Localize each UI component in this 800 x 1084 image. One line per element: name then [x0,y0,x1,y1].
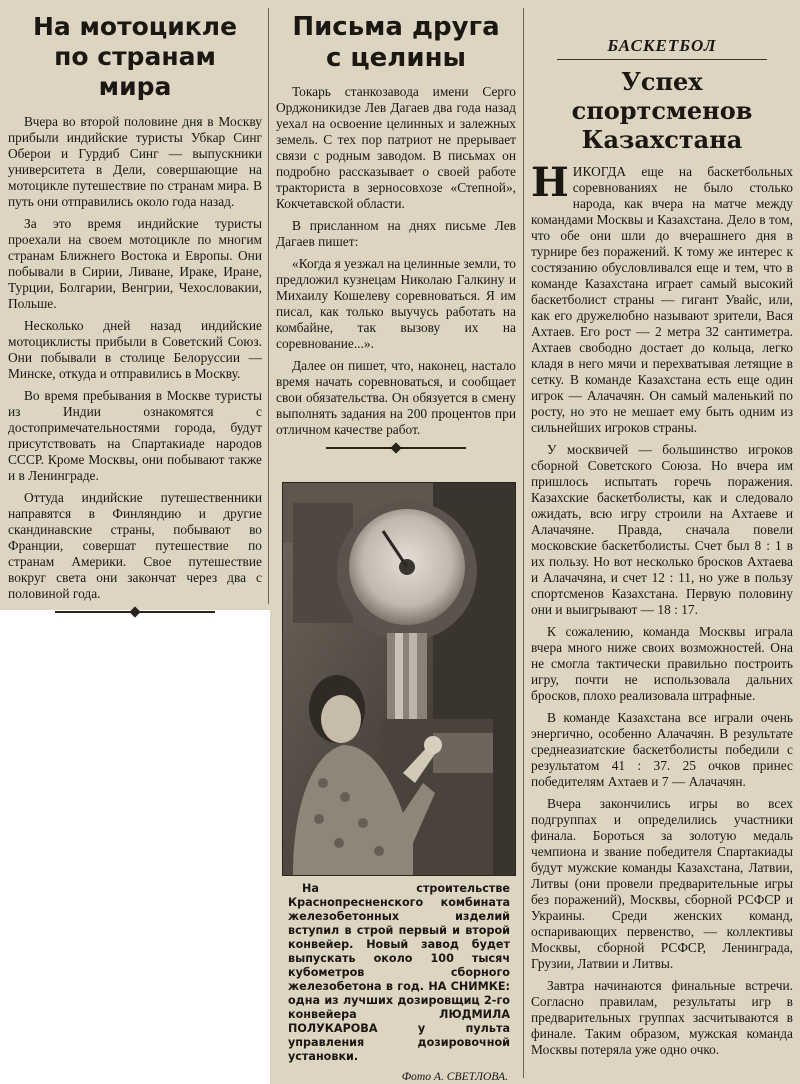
photo-worker-at-dosing-console [282,482,516,876]
photo-image [283,483,515,875]
column-rule [523,8,524,1078]
column-rule [268,8,269,604]
paragraph: В команде Казахстана все играли очень энергично, особенно Алачачян. В результате среднеазиатские баскетболисты победили с результатом 41 : 37. 25 очков принес победителям Ахтаев и 7 — Алачачян. [531,710,793,790]
paragraph: В присланном на днях письме Лев Дагаев пишет: [276,218,516,250]
section-rubric: БАСКЕТБОЛ [557,36,767,60]
headline: На мотоцикле по странам мира [32,12,238,101]
paragraph [531,159,793,436]
ornament-divider [326,444,466,452]
article-basketball [531,36,793,1064]
paragraph: Далее он пишет, что, наконец, настало время начать соревноваться, и сообщает свои обязательства. Он обязуется в смену выполнять задания на 200 процентов при отличном качестве работ. [276,358,516,438]
paragraph: Токарь станкозавода имени Серго Орджоникидзе Лев Дагаев два года назад уехал на освоение целинных и залежных земель. С тех пор патриот не прерывает связи с родным заводом. В письмах он подробно рассказывает о своей работе тракториста в зерносовхозе «Степной», Кокчетавской области. [276,84,516,212]
paragraph: За это время индийские туристы проехали на своем мотоцикле по многим странам Ближнего Востока и Европы. Они побывали в Сирии, Ливане, Ираке, Иране, Турции, Болгарии, Венгрии, Чехословакии, Польше. [8,216,262,311]
photo-credit: Фото А. СВЕТЛОВА. [401,1070,508,1083]
photo-block [278,482,516,1083]
drop-cap: Н [531,159,569,207]
paragraph: Несколько дней назад индийские мотоциклисты прибыли в Советский Союз. Они побывали в столице Белоруссии — Минске, откуда и отправились в Москву. [8,318,262,381]
paragraph: У москвичей — большинство игроков сборной Советского Союза. Но вчера им пришлось испытать горечь поражения. Казахские баскетболисты, как и следовало ожидать, всю игру строили на Ахтаеве и Алачачяне. Правда, сначала повели московские баскетболисты. Счет был 8 : 1 в их пользу. Но вот несколько бросков Ахтаева и Алачачяна, и счет 12 : 11, но уже в пользу спортсменов Казахстана. Первую половину они и выигрывают — 18 : 17. [531,442,793,618]
article-letters [276,8,516,458]
paragraph: Оттуда индийские путешественники направятся в Финляндию и другие скандинавские страны, побывают во Франции, совершат путешествие по странам Америки. Свое путешествие вокруг света они закончат через два с половиной года. [8,490,262,601]
article-motorcycle [8,8,262,622]
paragraph: «Когда я уезжал на целинные земли, то предложил кузнецам Николаю Галкину и Михаилу Кошелеву соревноваться. Я им писал, как только выучусь работать на комбайне, так вызову их на соревнование...». [276,256,516,352]
paragraph: К сожалению, команда Москвы играла вчера много ниже своих возможностей. Она не смогла тактически правильно построить игру, почти не использовала дальних бросков, плохо реализовала штрафные. [531,624,793,704]
headline: Письма друга с целины [292,12,500,74]
headline: Успех спортсменов Казахстана [571,67,753,154]
lead-text: ИКОГДА еще на баскетбольных соревнованиях не было столько народа, как вчера на матче между командами Москвы и Казахстана. Дело в том, что обе они шли до вчерашнего дня в турнире без поражений. К тому же интерес к состязанию обусловливался еще и тем, что в команде Казахстана играет самый высокий баскетболист страны — гигант Увайс, или, как его дружелюбно называют зрители, Вася Ахтаев. Его рост — 2 метра 32 сантиметра. Ахтаев свободно достает до кольца, легко кладя в него мячи и перехватывая летящие в сетку. В команде Казахстана есть еще один игрок — Алачачян. Он самый маленький по росту, но это не мешает ему быть одним из сильнейших игроков страны. [531,164,793,436]
paragraph: Во время пребывания в Москве туристы из Индии ознакомятся с достопримечательностями города, будут присутствовать на Спартакиаде народов СССР. Кроме Москвы, они побывают также и в Ленинграде. [8,388,262,483]
paragraph: Вчера закончились игры во всех подгруппах и определились участники финала. Бороться за золотую медаль чемпиона и звание победителя Спартакиады будут мужские команды Казахстана, Латвии, Литвы (они провели предварительные игры без поражений), Москвы, сборной РСФСР и Украины. Среди женских команд, оспаривающих первенство, — коллективы Москвы, сборной РСФСР, Ленинграда, Грузии, Латвии и Литвы. [531,796,793,972]
ornament-divider [55,608,215,616]
paragraph: Завтра начинаются финальные встречи. Согласно правилам, результаты игр в предварительных группах засчитываются в финале. Таким образом, мужская команда Москвы потеряла уже одно очко. [531,978,793,1058]
photo-caption: На строительстве Краснопресненского комбината железобетонных изделий вступил в строй первый и второй конвейер. Новый завод будет выпускать около 100 тысяч кубометров сборного железобетона в год. НА СНИМКЕ: одна из лучших дозировщиц 2-го конвейера ЛЮДМИЛА ПОЛУКАРОВА у пульта управления дозировочной установки. [288,882,510,1063]
paragraph: Вчера во второй половине дня в Москву прибыли индийские туристы Убкар Синг Оберои и Гурдиб Синг — выпускники университета в Дели, совершающие на мотоцикле путешествие по странам мира. В путь они отправились около года назад. [8,114,262,209]
